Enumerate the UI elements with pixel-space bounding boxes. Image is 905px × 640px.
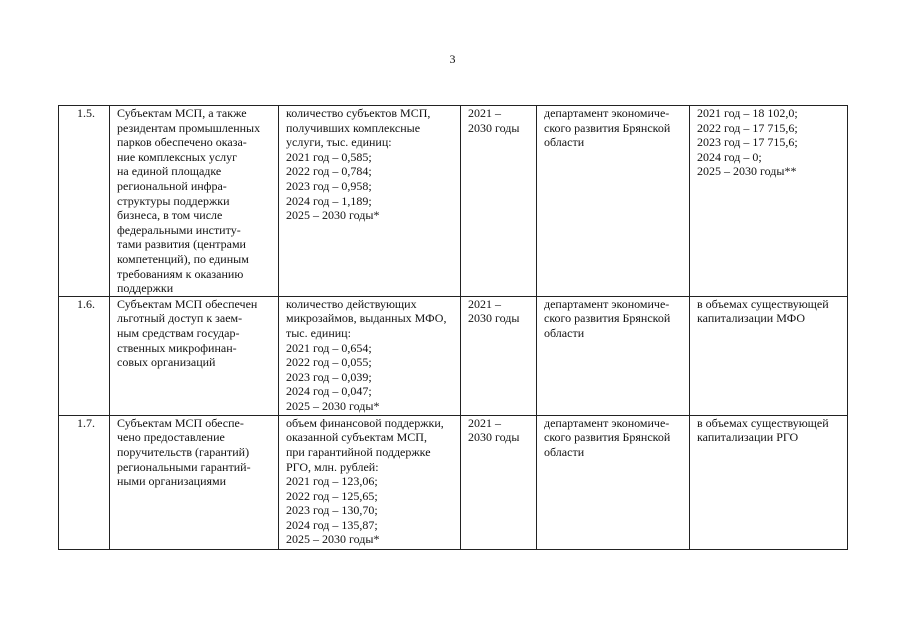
cell-line: 2022 год – 0,784;	[286, 164, 372, 179]
table-row	[59, 415, 848, 549]
cell-line: льготный доступ к заем-	[117, 311, 243, 326]
cell-line: компетенций), по единым	[117, 251, 249, 266]
indicator-cell	[279, 296, 461, 415]
cell-line: чено предоставление	[117, 430, 225, 445]
table-row	[59, 106, 848, 297]
cell-line: ского развития Брянской	[544, 120, 671, 135]
cell-line: 2030 годы	[468, 120, 520, 135]
cell-line: 2024 год – 0;	[697, 149, 762, 164]
cell-line: бизнеса, в том числе	[117, 208, 223, 223]
cell-line: на единой площадке	[117, 164, 222, 179]
result-cell	[110, 106, 279, 297]
indicator-cell	[279, 106, 461, 297]
cell-line: требованиям к оказанию	[117, 266, 244, 281]
cell-line: 2022 год – 125,65;	[286, 488, 378, 503]
cell-line: капитализации МФО	[697, 311, 806, 326]
cell-line: 2024 год – 0,047;	[286, 384, 372, 399]
cell-line: совых организаций	[117, 355, 216, 370]
cell-line: ственных микрофинан-	[117, 340, 237, 355]
result-cell	[110, 415, 279, 549]
cell-line: структуры поддержки	[117, 193, 230, 208]
row-number: 1.6.	[59, 296, 110, 415]
funding-cell	[690, 415, 848, 549]
funding-cell	[690, 106, 848, 297]
cell-line: тыс. единиц:	[286, 325, 351, 340]
responsible-cell	[537, 296, 690, 415]
cell-line: получивших комплексные	[286, 120, 421, 135]
cell-line: ского развития Брянской	[544, 311, 671, 326]
cell-line: 2025 – 2030 годы*	[286, 208, 380, 223]
cell-line: 2021 год – 0,585;	[286, 149, 372, 164]
measures-table	[58, 105, 848, 550]
cell-line: федеральными институ-	[117, 222, 241, 237]
cell-line: Субъектам МСП обеспечен	[117, 296, 258, 311]
cell-line: тами развития (центрами	[117, 237, 246, 252]
cell-line: капитализации РГО	[697, 430, 799, 445]
cell-line: 2023 год – 17 715,6;	[697, 135, 798, 150]
cell-line: ными организациями	[117, 474, 227, 489]
table-row	[59, 296, 848, 415]
cell-line: региональной инфра-	[117, 178, 227, 193]
cell-line: области	[544, 135, 585, 150]
responsible-cell	[537, 415, 690, 549]
cell-line: 2023 год – 0,958;	[286, 178, 372, 193]
cell-line: 2024 год – 135,87;	[286, 517, 378, 532]
cell-line: 2022 год – 0,055;	[286, 355, 372, 370]
cell-line: региональными гарантий-	[117, 459, 251, 474]
cell-line: 2021 –	[468, 415, 501, 430]
cell-line: резидентам промышленных	[117, 120, 261, 135]
cell-line: 2021 год – 123,06;	[286, 474, 378, 489]
cell-line: 2023 год – 130,70;	[286, 503, 378, 518]
indicator-cell	[279, 415, 461, 549]
cell-line: в объемах существующей	[697, 296, 829, 311]
cell-line: микрозаймов, выданных МФО,	[286, 311, 447, 326]
row-number: 1.7.	[59, 415, 110, 549]
cell-line: оказанной субъектам МСП,	[286, 430, 427, 445]
cell-line: поручительств (гарантий)	[117, 444, 250, 459]
cell-line: 2025 – 2030 годы*	[286, 398, 380, 413]
cell-line: 2025 – 2030 годы**	[697, 164, 797, 179]
funding-cell	[690, 296, 848, 415]
cell-line: 2021 –	[468, 106, 501, 120]
cell-line: количество субъектов МСП,	[286, 106, 431, 120]
cell-line: области	[544, 325, 585, 340]
cell-line: ние комплексных услуг	[117, 149, 238, 164]
period-cell	[461, 296, 537, 415]
period-cell	[461, 415, 537, 549]
cell-line: поддержки	[117, 281, 174, 296]
page-number: 3	[449, 52, 456, 66]
cell-line: парков обеспечено оказа-	[117, 135, 247, 150]
period-cell	[461, 106, 537, 297]
cell-line: департамент экономиче-	[544, 296, 670, 311]
cell-line: Субъектам МСП, а также	[117, 106, 247, 120]
cell-line: 2021 –	[468, 296, 501, 311]
cell-line: количество действующих	[286, 296, 417, 311]
cell-line: Субъектам МСП обеспе-	[117, 415, 244, 430]
cell-line: в объемах существующей	[697, 415, 829, 430]
cell-line: 2024 год – 1,189;	[286, 193, 372, 208]
cell-line: 2030 годы	[468, 430, 520, 445]
cell-line: ным средствам государ-	[117, 325, 240, 340]
responsible-cell	[537, 106, 690, 297]
cell-line: 2023 год – 0,039;	[286, 369, 372, 384]
cell-line: департамент экономиче-	[544, 106, 670, 120]
cell-line: 2022 год – 17 715,6;	[697, 120, 798, 135]
cell-line: 2021 год – 0,654;	[286, 340, 372, 355]
result-cell	[110, 296, 279, 415]
cell-line: области	[544, 444, 585, 459]
cell-line: 2030 годы	[468, 311, 520, 326]
cell-line: департамент экономиче-	[544, 415, 670, 430]
cell-line: услуги, тыс. единиц:	[286, 135, 392, 150]
cell-line: при гарантийной поддержке	[286, 444, 431, 459]
cell-line: объем финансовой поддержки,	[286, 415, 444, 430]
cell-line: 2021 год – 18 102,0;	[697, 106, 798, 120]
cell-line: 2025 – 2030 годы*	[286, 532, 380, 547]
row-number: 1.5.	[59, 106, 110, 297]
cell-line: ского развития Брянской	[544, 430, 671, 445]
cell-line: РГО, млн. рублей:	[286, 459, 379, 474]
